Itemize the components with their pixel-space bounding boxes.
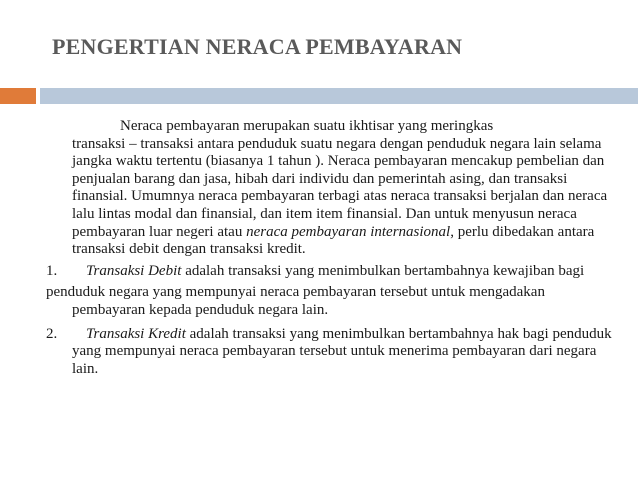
list-continuation: penduduk negara yang mempunyai neraca pembayaran tersebut untuk mengadakan pembayaran kepada penduduk negara lain. [46, 284, 545, 318]
paragraph-first-line: Neraca pembayaran merupakan suatu ikhtisar yang meringkas [120, 118, 494, 134]
list-number: 1. [46, 262, 58, 279]
slide-content [46, 118, 616, 378]
list-item-kredit [46, 326, 616, 379]
list-number: 2. [46, 325, 58, 342]
title-divider-bar [40, 88, 638, 104]
list-item-debit [46, 263, 616, 281]
paragraph-text-end: , perlu dibedakan antara transaksi debit dengan transaksi kredit. [72, 223, 595, 258]
intro-paragraph [46, 118, 616, 259]
slide-title: PENGERTIAN NERACA PEMBAYARAN [52, 34, 463, 59]
paragraph-body [72, 136, 616, 259]
paragraph-text: transaksi – transaksi antara penduduk suatu negara dengan penduduk negara lain selama jangka waktu tertentu (biasanya 1 tahun ). Neraca pembayaran mencakup pembelian dan penjualan barang dan jasa, hibah dari individu dan pemerintah asing, dan transaksi finansial. Umumnya neraca pembayaran terbagi atas neraca transaksi berjalan dan neraca lalu lintas modal dan finansial, dan item item finansial. Dan untuk menyusun neraca pembayaran luar negeri atau [72, 135, 608, 240]
paragraph-italic-term: neraca pembayaran internasional [246, 223, 451, 240]
list-text: adalah transaksi yang menimbulkan bertambahnya hak bagi penduduk yang mempunyai neraca pembayaran tersebut untuk menerima pembayaran dari negara lain. [72, 325, 612, 377]
list-text: adalah transaksi yang menimbulkan bertambahnya kewajiban bagi [181, 262, 585, 279]
accent-bar [0, 88, 36, 104]
list-term: Transaksi Kredit [86, 325, 186, 342]
list-term: Transaksi Debit [86, 262, 182, 279]
